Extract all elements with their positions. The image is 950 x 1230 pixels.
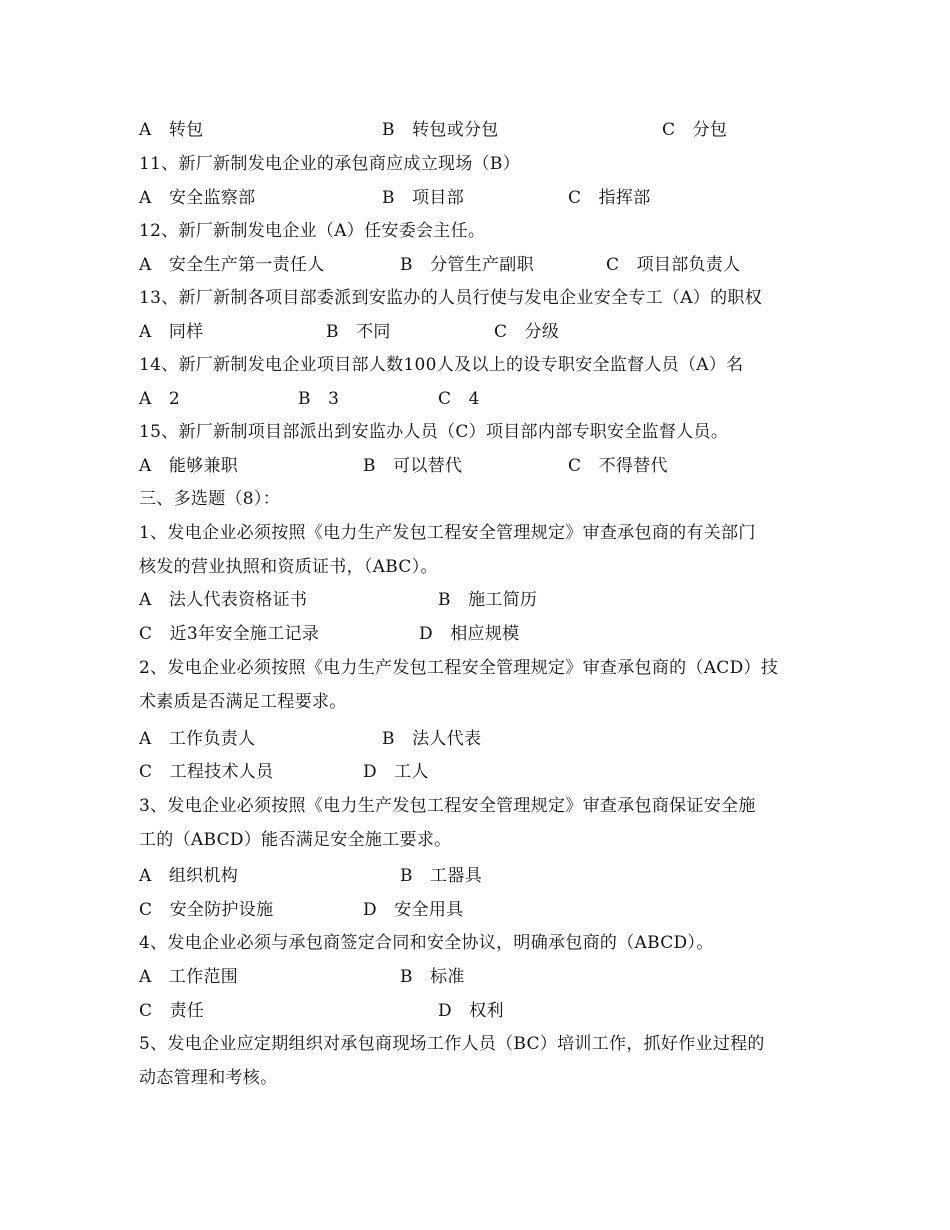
question-12: 12、新厂新制发电企业（A）任安委会主任。 — [139, 221, 486, 241]
option-c: C 工程技术人员 — [139, 762, 274, 782]
question-11: 11、新厂新制发电企业的承包商应成立现场（B） — [139, 154, 521, 174]
option-c: C 分包 — [662, 120, 728, 140]
question-13: 13、新厂新制各项目部委派到安监办的人员行使与发电企业安全专工（A）的职权 — [139, 288, 763, 308]
option-a: A 转包 — [139, 120, 204, 140]
option-b: B 施工简历 — [438, 590, 538, 610]
option-c: C 安全防护设施 — [139, 900, 274, 920]
option-a: A 法人代表资格证书 — [139, 590, 308, 610]
question-m1-cont: 核发的营业执照和资质证书，（ABC）。 — [139, 557, 438, 577]
question-14: 14、新厂新制发电企业项目部人数100人及以上的设专职安全监督人员（A）名 — [139, 355, 744, 375]
option-a: A 能够兼职 — [139, 456, 239, 476]
question-m3: 3、发电企业必须按照《电力生产发包工程安全管理规定》审查承包商保证安全施 — [139, 796, 756, 816]
section-heading: 三、多选题（8）： — [139, 489, 281, 509]
question-m2: 2、发电企业必须按照《电力生产发包工程安全管理规定》审查承包商的（ACD）技 — [139, 658, 779, 678]
option-d: D 工人 — [363, 762, 429, 782]
option-a: A 工作范围 — [139, 967, 239, 987]
option-a: A 同样 — [139, 322, 204, 342]
option-c: C 4 — [438, 389, 480, 409]
option-a: A 组织机构 — [139, 866, 239, 886]
option-a: A 2 — [139, 389, 180, 409]
option-d: D 权利 — [438, 1001, 504, 1021]
option-a: A 工作负责人 — [139, 729, 256, 749]
option-b: B 转包或分包 — [382, 120, 499, 140]
question-15: 15、新厂新制项目部派出到安监办人员（C）项目部内部专职安全监督人员。 — [139, 422, 729, 442]
option-b: B 不同 — [326, 322, 391, 342]
option-d: D 相应规模 — [419, 624, 520, 644]
option-c: C 近3年安全施工记录 — [139, 624, 320, 644]
option-d: D 安全用具 — [363, 900, 464, 920]
option-b: B 法人代表 — [382, 729, 482, 749]
option-c: C 指挥部 — [568, 188, 651, 208]
option-b: B 可以替代 — [363, 456, 463, 476]
option-a: A 安全生产第一责任人 — [139, 255, 325, 275]
option-c: C 分级 — [494, 322, 560, 342]
question-m2-cont: 术素质是否满足工程要求。 — [139, 692, 347, 712]
option-b: B 标准 — [400, 967, 465, 987]
option-c: C 责任 — [139, 1001, 205, 1021]
question-m5-cont: 动态管理和考核。 — [139, 1068, 278, 1088]
option-b: B 3 — [298, 389, 340, 409]
option-a: A 安全监察部 — [139, 188, 256, 208]
question-m1: 1、发电企业必须按照《电力生产发包工程安全管理规定》审查承包商的有关部门 — [139, 523, 756, 543]
question-m3-cont: 工的（ABCD）能否满足安全施工要求。 — [139, 830, 452, 850]
option-c: C 不得替代 — [568, 456, 668, 476]
question-m5: 5、发电企业应定期组织对承包商现场工作人员（BC）培训工作，抓好作业过程的 — [139, 1034, 765, 1054]
option-b: B 工器具 — [400, 866, 482, 886]
option-c: C 项目部负责人 — [606, 255, 741, 275]
option-b: B 分管生产副职 — [400, 255, 534, 275]
option-b: B 项目部 — [382, 188, 464, 208]
question-m4: 4、发电企业必须与承包商签定合同和安全协议，明确承包商的（ABCD）。 — [139, 933, 714, 953]
